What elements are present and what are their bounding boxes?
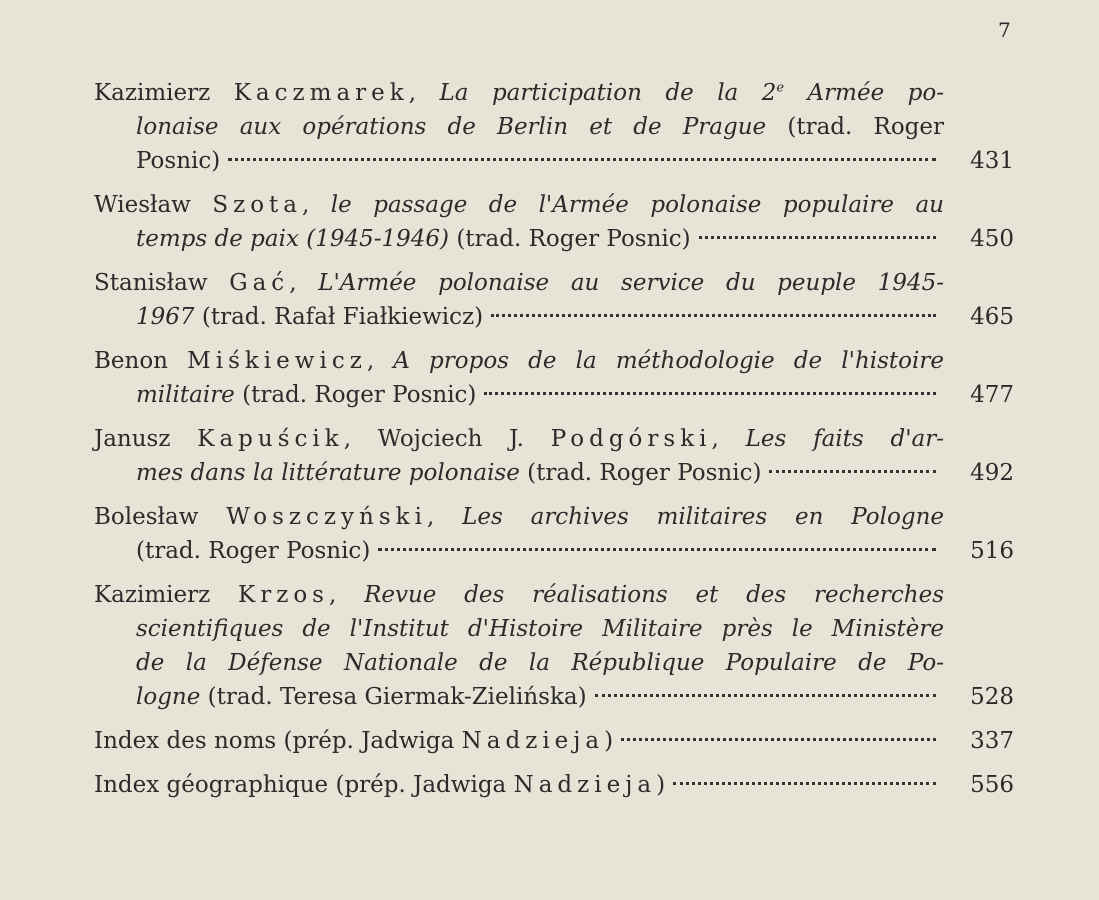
entry-title: Les archives militaires en Pologne [462,504,944,530]
entry-title: L'Armée polonaise au service du peuple 1945- [318,270,945,296]
entry-page-number: 477 [970,382,1014,408]
entry-line: (trad. Roger Posnic) 516 [94,534,1014,568]
dot-leader [769,470,936,473]
dot-leader [378,548,936,551]
entry-page-number: 556 [970,772,1014,798]
author-name: Miśkiewicz [187,348,367,374]
author-name: Krzos [238,582,329,608]
entry-line: Index géographique (prép. Jadwiga Nadzieja) 556 [94,768,1014,802]
dot-leader [491,314,936,317]
entry-page-number: 492 [970,460,1014,486]
entry-line [94,612,944,646]
author-name: Woszczyński [226,504,427,530]
toc-entry [94,344,1014,412]
author-name: Kapuścik [197,426,344,452]
entry-line: Kazimierz Krzos, Revue des réalisations et des recherches [94,582,944,608]
toc-entry [94,500,1014,568]
entry-line: temps de paix (1945-1946) (trad. Roger Posnic) 450 [94,222,1014,256]
author-name: Szota [212,192,303,218]
entry-title: scientifiques de l'Institut d'Histoire Militaire près le Ministère [136,616,944,642]
dot-leader [484,392,936,395]
toc-entry [94,768,1014,802]
entry-title: 1967 [136,304,195,330]
author-name: Nadzieja [461,728,605,754]
entry-line: Janusz Kapuścik, Wojciech J. Podgórski, Les faits d'ar- [94,426,945,452]
entry-title: Les faits d'ar- [745,426,945,452]
entry-title: lonaise aux opérations de Berlin et de Prague [136,114,767,140]
entry-page-number: 528 [970,684,1014,710]
entry-title: A propos de la méthodologie de l'histoire [393,348,944,374]
toc-entry [94,76,1014,178]
author-name: Podgórski [550,426,712,452]
toc-entry [94,724,1014,758]
entry-title: La participation de la 2e Armée po- [439,80,944,106]
entry-title: le passage de l'Armée polonaise populaire au [330,192,944,218]
author-name: Gać [229,270,290,296]
entry-title: temps de paix (1945-1946) [136,226,450,252]
entry-line: 1967 (trad. Rafał Fiałkiewicz) 465 [94,300,1014,334]
author-name: Nadzieja [513,772,657,798]
page-number: 7 [998,18,1011,42]
entry-line: Benon Miśkiewicz, A propos de la méthodologie de l'histoire [94,348,944,374]
dot-leader [595,694,936,697]
entry-page-number: 450 [970,226,1014,252]
entry-title: militaire [136,382,235,408]
entry-page-number: 337 [970,728,1014,754]
entry-line: Wiesław Szota, le passage de l'Armée polonaise populaire au [94,192,944,218]
entry-line: militaire (trad. Roger Posnic) 477 [94,378,1014,412]
table-of-contents [94,76,1014,802]
entry-title: Revue des réalisations et des recherches [364,582,944,608]
entry-line: Index des noms (prép. Jadwiga Nadzieja) 337 [94,724,1014,758]
entry-line: mes dans la littérature polonaise (trad. Roger Posnic) 492 [94,456,1014,490]
entry-page-number: 465 [970,304,1014,330]
entry-line: Bolesław Woszczyński, Les archives militaires en Pologne [94,504,944,530]
entry-line: logne (trad. Teresa Giermak-Zielińska) 528 [94,680,1014,714]
dot-leader [621,738,936,741]
entry-line: Kazimierz Kaczmarek, La participation de la 2e Armée po- [94,80,944,106]
entry-page-number: 431 [970,148,1014,174]
toc-entry [94,422,1014,490]
toc-entry [94,188,1014,256]
toc-entry [94,578,1014,714]
dot-leader [699,236,936,239]
author-name: Kaczmarek [233,80,409,106]
toc-entry [94,266,1014,334]
entry-title: mes dans la littérature polonaise [136,460,520,486]
entry-line: Posnic) 431 [94,144,1014,178]
entry-title: logne [136,684,201,710]
entry-page-number: 516 [970,538,1014,564]
entry-title: de la Défense Nationale de la République Populaire de Po- [136,650,944,676]
entry-line: lonaise aux opérations de Berlin et de Prague (trad. Roger [136,114,945,140]
entry-line [94,646,944,680]
entry-line: Stanisław Gać, L'Armée polonaise au service du peuple 1945- [94,270,945,296]
dot-leader [673,782,936,785]
dot-leader [228,158,936,161]
